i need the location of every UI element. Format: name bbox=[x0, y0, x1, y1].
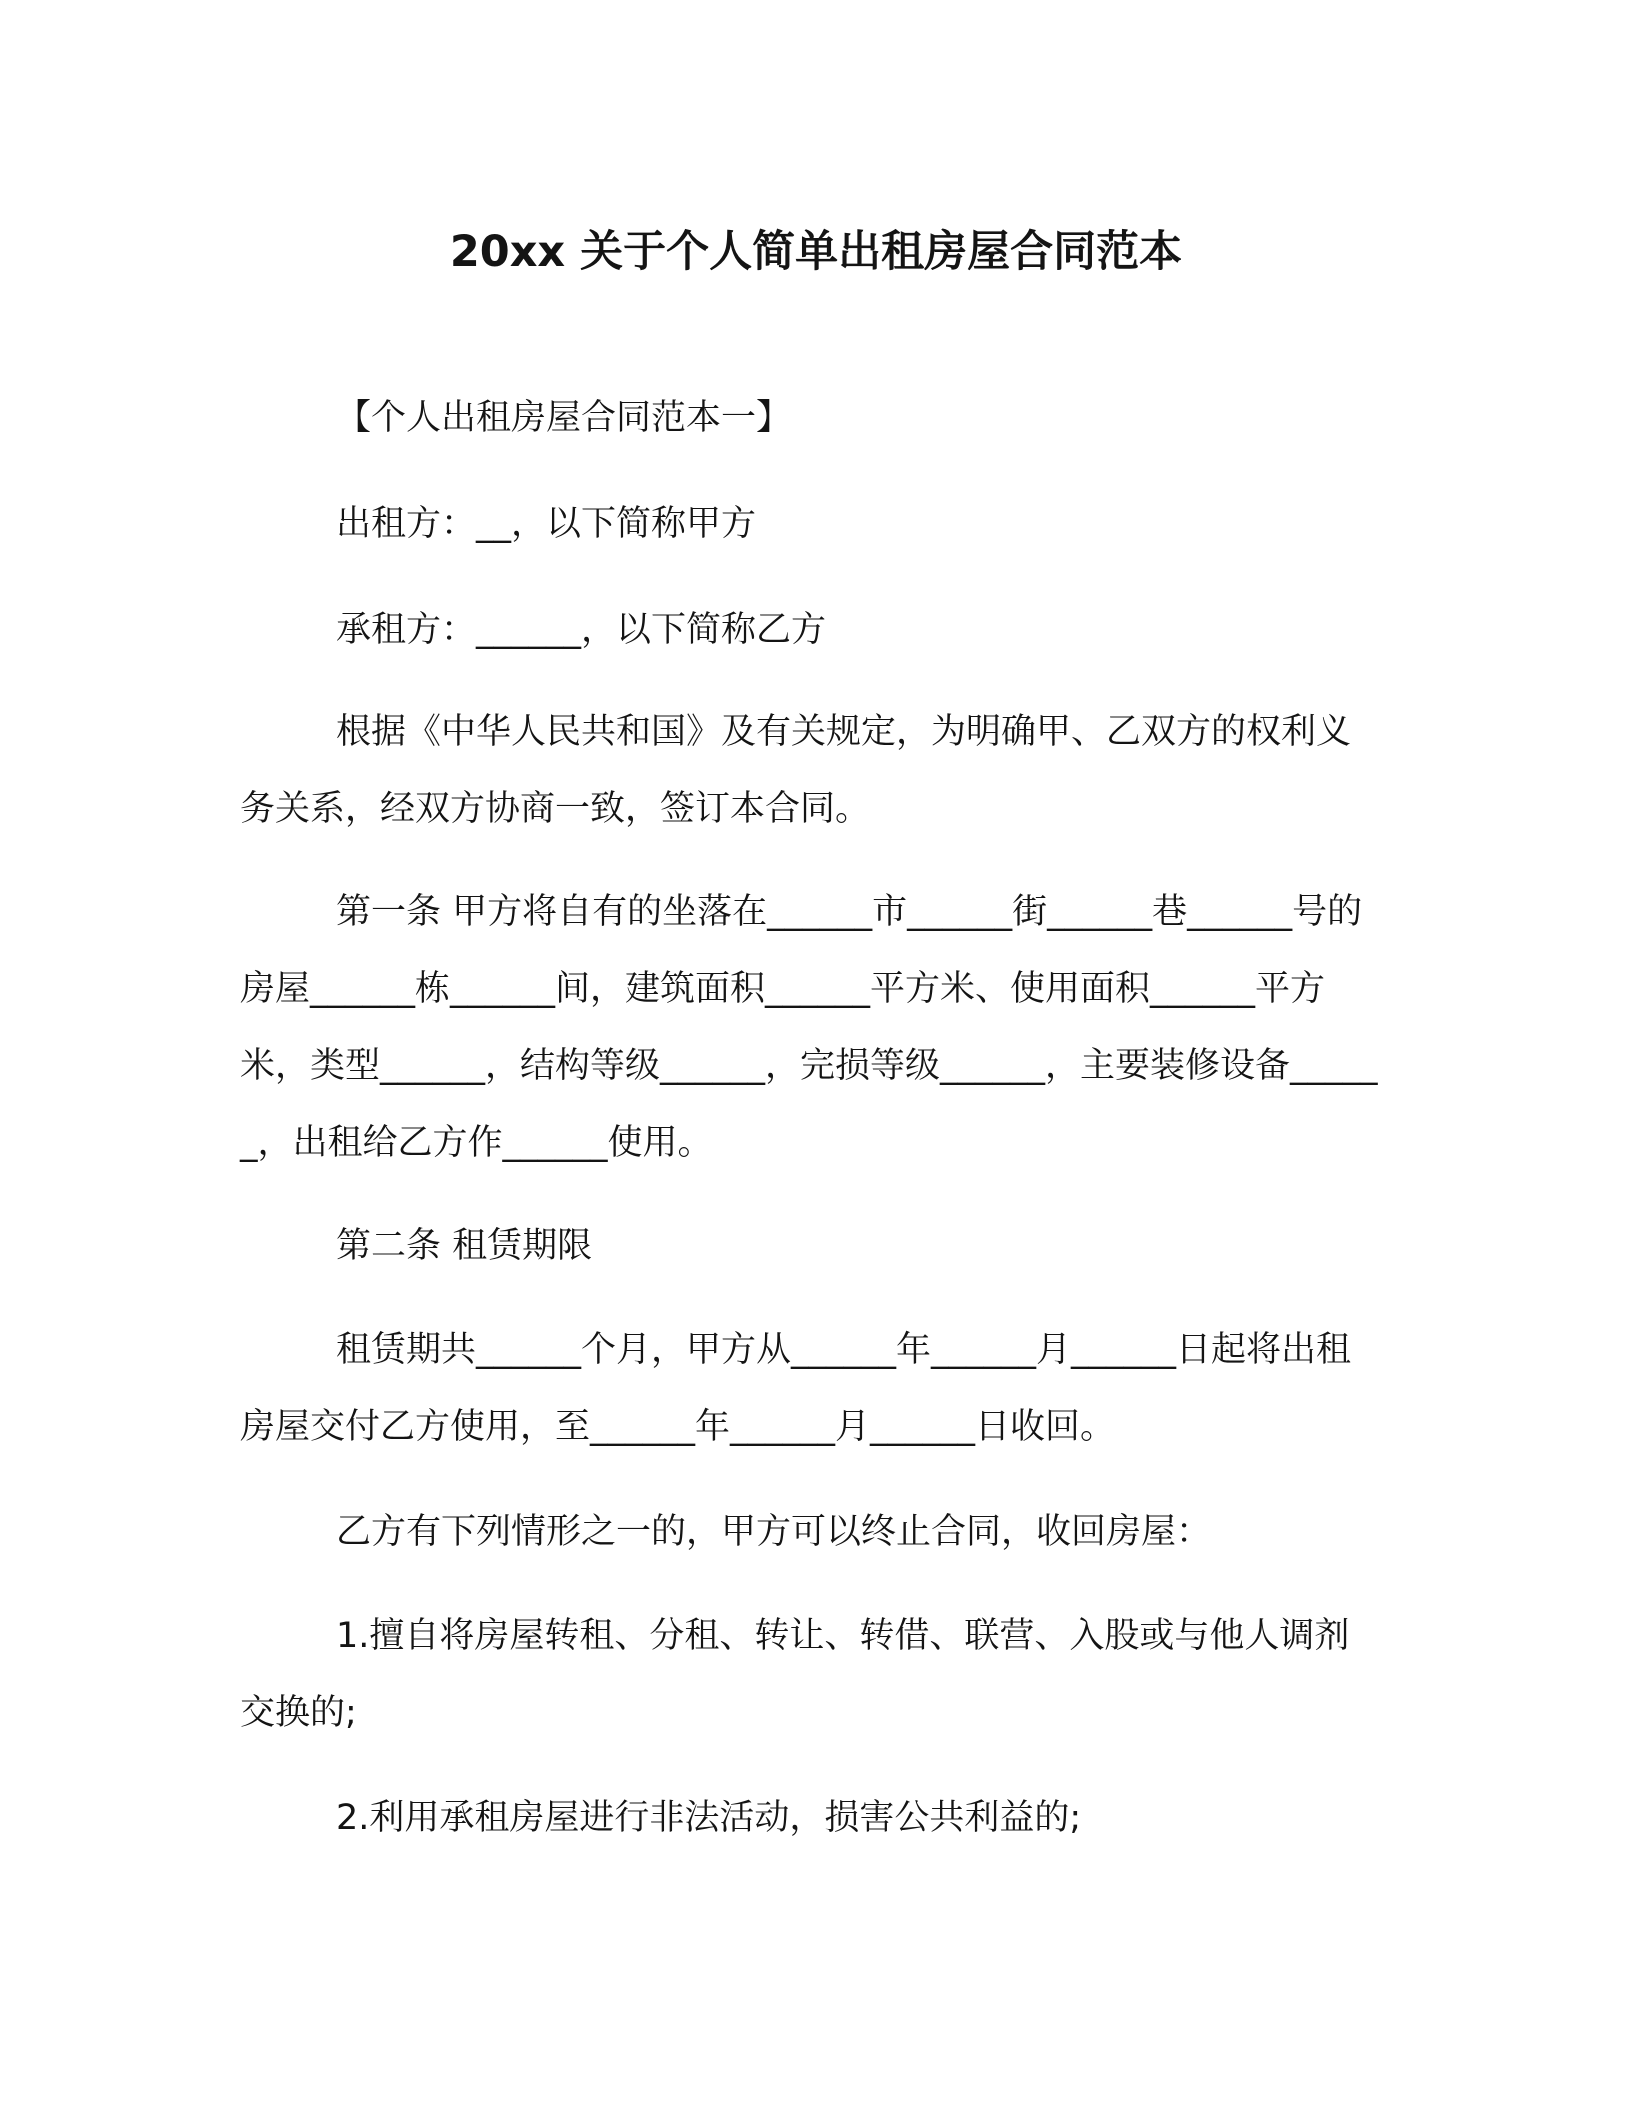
list-item-1: 1.擅自将房屋转租、分租、转让、转借、联营、入股或与他人调剂交换的; bbox=[240, 1616, 1350, 1733]
lessee-line: 承租方：______，以下简称乙方 bbox=[336, 610, 827, 650]
list-item-2: 2.利用承租房屋进行非法活动，损害公共利益的; bbox=[336, 1798, 1082, 1838]
document-title: 20xx 关于个人简单出租房屋合同范本 bbox=[449, 227, 1183, 277]
section-heading: 【个人出租房屋合同范本一】 bbox=[336, 398, 792, 438]
article-one-paragraph: 第一条 甲方将自有的坐落在______市______街______巷______号的房屋______栋______间，建筑面积______平方米、使用面积______平方米，类型______，结构等级______，完损等级______，主要装修设备______，出租给乙方作______使用。 bbox=[240, 892, 1378, 1163]
article-two-heading: 第二条 租赁期限 bbox=[336, 1226, 593, 1266]
lessor-line: 出租方：__，以下简称甲方 bbox=[336, 504, 757, 544]
preamble-paragraph: 根据《中华人民共和国》及有关规定，为明确甲、乙双方的权利义务关系，经双方协商一致，签订本合同。 bbox=[240, 712, 1352, 829]
termination-intro: 乙方有下列情形之一的，甲方可以终止合同，收回房屋： bbox=[336, 1512, 1212, 1552]
lease-term-paragraph: 租赁期共______个月，甲方从______年______月______日起将出租房屋交付乙方使用，至______年______月______日收回。 bbox=[240, 1330, 1352, 1447]
